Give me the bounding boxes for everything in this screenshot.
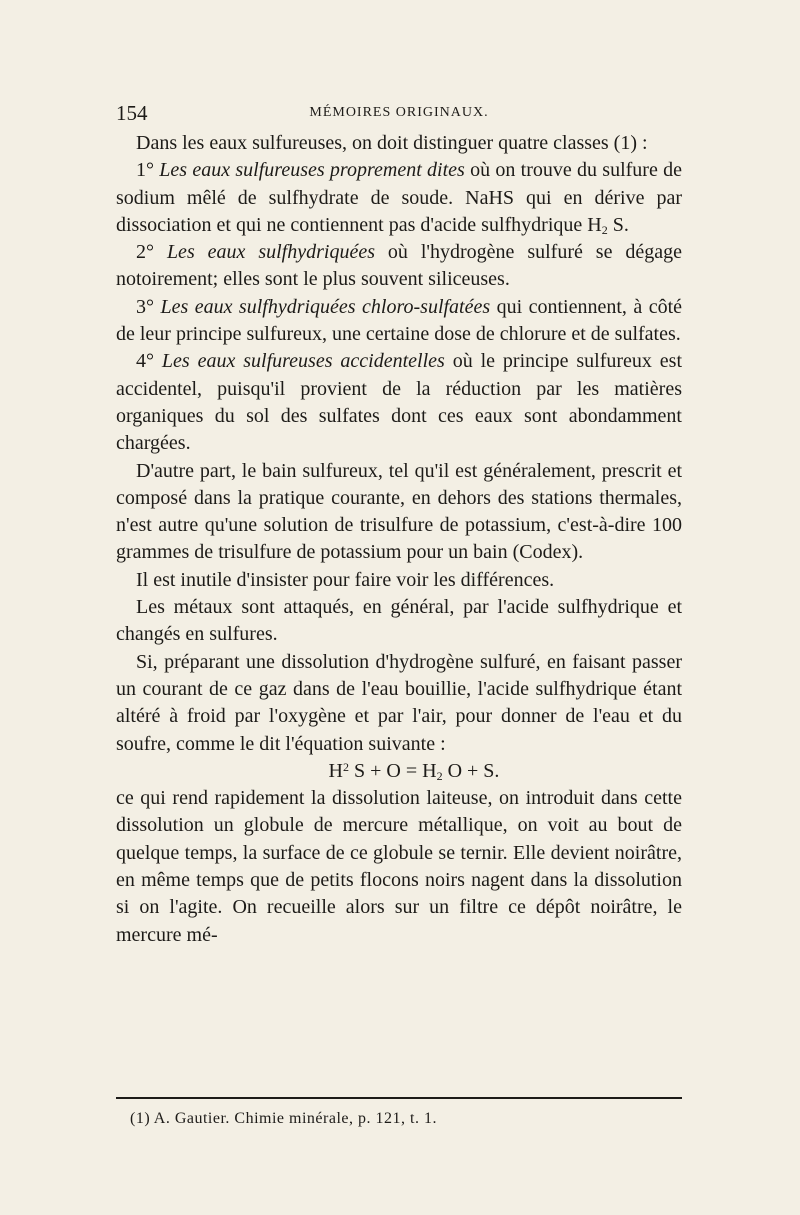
class-title: Les eaux sulfhydriquées chloro-sulfatées [160, 295, 491, 318]
class-title: Les eaux sulfhydriquées [166, 241, 375, 264]
paragraph-class-3: 3° Les eaux sulfhydriquées chloro-sulfatées qui contiennent, à côté de leur principe sulfureux, une certaine dose de chlorure et de sulfates. [116, 295, 683, 346]
class-title: Les eaux sulfureuses proprement dites [159, 159, 465, 182]
paragraph-class-4: 4° Les eaux sulfureuses accidentelles où le principe sulfureux est accidentel, puisqu'il provient de la réduction par les matières organiques du sol des sulfates dont ces eaux sont abondamment chargées. [116, 350, 682, 455]
paragraph-class-2: 2° Les eaux sulfhydriquées où l'hydrogène sulfuré se dégage notoirement; elles sont le plus souvent siliceuses. [116, 241, 683, 291]
paragraph-class-1: 1° Les eaux sulfureuses proprement dites où on trouve du sulfure de sodium mêlé de sulfhydrate de soude. NaHS qui en dérive par dissociation et qui ne contiennent pas d'acide sulfhydrique $H_2$ S. [116, 159, 682, 237]
class-title: Les eaux sulfureuses accidentelles [161, 350, 445, 373]
footnote-divider [116, 1097, 682, 1099]
page-number: 154 [116, 101, 148, 125]
paragraph-dissolution: Si, préparant une dissolution d'hydrogène sulfuré, en faisant passer un courant de ce gaz dans de l'eau bouillie, l'acide sulfhydrique étant altéré à froid par l'oxygène et par l'air, pour donner de l'eau et du soufre, comme le dit l'équation suivante : [116, 650, 682, 755]
page-header [116, 101, 682, 129]
paragraph-intro: Dans les eaux sulfureuses, on doit distinguer quatre classes (1) : [136, 132, 648, 154]
paragraph-bain: D'autre part, le bain sulfureux, tel qu'il est généralement, prescrit et composé dans la pratique courante, en dehors des stations thermales, n'est autre qu'une solution de trisulfure de potassium, c'est-à-dire 100 grammes de trisulfure de potassium pour un bain (Codex). [116, 459, 682, 564]
paragraph-metaux: Les métaux sont attaqués, en général, par l'acide sulfhydrique et changés en sulfures. [116, 596, 682, 646]
paragraph-differences: Il est inutile d'insister pour faire voir les différences. [136, 568, 555, 591]
chemical-equation: $H^2$ $S + O = H_2$ O + S. [328, 759, 500, 783]
running-title: MÉMOIRES ORIGINAUX. [309, 105, 489, 120]
body-text [116, 130, 682, 949]
footnote: (1) A. Gautier. Chimie minérale, p. 121, t. 1. [130, 1110, 437, 1127]
paragraph-mercure: ce qui rend rapidement la dissolution laiteuse, on introduit dans cette dissolution un globule de mercure métallique, on voit au bout de quelque temps, la surface de ce globule se ternir. Elle devient noirâtre, en même temps que de petits flocons noirs nagent dans la dissolution si on l'agite. On recueille alors sur un filtre ce dépôt noirâtre, le mercure mé- [116, 787, 682, 946]
